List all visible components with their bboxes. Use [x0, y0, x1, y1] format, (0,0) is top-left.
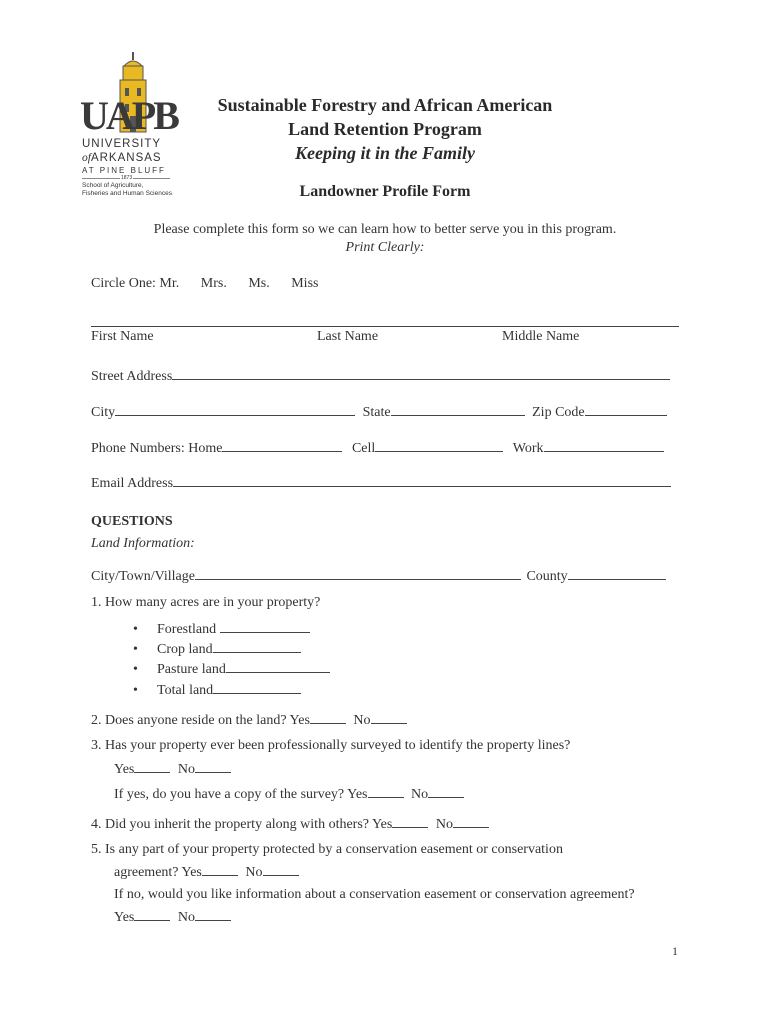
title-line2: Land Retention Program — [288, 119, 482, 139]
question-5-line2 — [114, 861, 299, 881]
form-title: Landowner Profile Form — [299, 183, 471, 200]
question-2-text: 2. Does anyone reside on the land? Yes — [91, 713, 310, 728]
bullet-crop-land: • Crop land — [133, 638, 301, 658]
q2-no-label: No — [353, 713, 371, 728]
intro-text: Please complete this form so we can learn how to better serve you in this program. — [153, 222, 617, 237]
zip-input[interactable] — [585, 401, 667, 416]
question-4-text: 4. Did you inherit the property along with others? Yes — [91, 817, 393, 832]
city-input[interactable] — [115, 401, 355, 416]
question-5b-answers — [114, 906, 231, 926]
logo-of: of — [82, 152, 91, 164]
logo-arkansas: ARKANSAS — [90, 152, 162, 164]
q5-no-input[interactable] — [263, 861, 299, 876]
salutation-miss[interactable]: Miss — [291, 276, 319, 291]
logo-letters: UAPB — [80, 93, 177, 138]
work-label: Work — [512, 441, 544, 456]
title-line3: Keeping it in the Family — [294, 143, 475, 163]
question-4 — [91, 813, 489, 833]
street-row — [91, 365, 670, 385]
street-input[interactable] — [172, 365, 670, 380]
city-town-row — [91, 565, 666, 585]
bullet-pasture-land: • Pasture land — [133, 658, 330, 678]
question-3: 3. Has your property ever been professionally surveyed to identify the property lines? — [91, 738, 571, 753]
q5-yes-input[interactable] — [202, 861, 238, 876]
salutation-ms[interactable]: Ms. — [248, 276, 270, 291]
question-2 — [91, 709, 407, 729]
logo-line3: AT PINE BLUFF — [82, 166, 166, 175]
total-land-label: Total land — [157, 683, 214, 698]
q3-yes-input[interactable] — [134, 758, 170, 773]
county-label: County — [526, 569, 568, 584]
print-clearly: Print Clearly: — [345, 240, 425, 255]
q3-no-input[interactable] — [195, 758, 231, 773]
logo-school1: School of Agriculture, — [82, 182, 144, 189]
first-name-label: First Name — [91, 329, 154, 344]
email-label: Email Address — [91, 476, 174, 491]
pasture-land-label: Pasture land — [157, 662, 226, 677]
forestland-input[interactable] — [220, 618, 310, 633]
land-info-subheading: Land Information: — [91, 536, 195, 551]
email-input[interactable] — [173, 472, 671, 487]
salutation-row — [91, 276, 318, 292]
logo-school2: Fisheries and Human Sciences — [82, 190, 172, 197]
q2-yes-input[interactable] — [310, 709, 346, 724]
state-input[interactable] — [391, 401, 525, 416]
salutation-mrs[interactable]: Mrs. — [200, 276, 227, 291]
crop-land-label: Crop land — [157, 642, 213, 657]
city-town-label: City/Town/Village — [91, 569, 195, 584]
salutation-mr[interactable]: Circle One: Mr. — [91, 276, 180, 291]
name-input-line[interactable] — [91, 326, 679, 327]
logo-year: 1873 — [121, 175, 133, 181]
question-1: 1. How many acres are in your property? — [91, 595, 321, 610]
phone-row — [91, 437, 664, 457]
logo-line1: UNIVERSITY — [82, 138, 162, 150]
email-row — [91, 472, 671, 492]
q3b-yes-input[interactable] — [368, 783, 404, 798]
cell-input[interactable] — [375, 437, 503, 452]
phone-home-input[interactable] — [222, 437, 342, 452]
work-input[interactable] — [544, 437, 664, 452]
question-3b-text: If yes, do you have a copy of the survey? Yes — [114, 787, 368, 802]
q5-no-label: No — [245, 865, 263, 880]
q3b-no-label: No — [411, 787, 429, 802]
phone-home-label: Phone Numbers: Home — [91, 441, 223, 456]
question-5: 5. Is any part of your property protected by a conservation easement or conservation — [91, 842, 563, 857]
zip-label: Zip Code — [532, 405, 585, 420]
q5b-yes-input[interactable] — [134, 906, 170, 921]
q3-yes-label: Yes — [114, 762, 135, 777]
street-label: Street Address — [91, 369, 173, 384]
middle-name-label: Middle Name — [502, 329, 580, 344]
state-label: State — [362, 405, 391, 420]
pasture-land-input[interactable] — [226, 658, 330, 673]
bullet-total-land: • Total land — [133, 679, 301, 699]
q5b-yes-label: Yes — [114, 910, 135, 925]
city-row — [91, 401, 667, 421]
bullet-forestland: • Forestland — [133, 618, 310, 638]
question-5-line2-text: agreement? Yes — [114, 865, 202, 880]
cell-label: Cell — [351, 441, 376, 456]
q4-yes-input[interactable] — [392, 813, 428, 828]
q5b-no-label: No — [177, 910, 195, 925]
question-3-answers — [114, 758, 231, 778]
question-5b: If no, would you like information about a conservation easement or conservation agreement? — [114, 887, 635, 902]
county-input[interactable] — [568, 565, 666, 580]
crop-land-input[interactable] — [213, 638, 301, 653]
forestland-label: Forestland — [157, 622, 220, 637]
title-line1: Sustainable Forestry and African American — [217, 95, 553, 115]
questions-heading: QUESTIONS — [91, 514, 173, 529]
city-label: City — [91, 405, 116, 420]
last-name-label: Last Name — [317, 329, 379, 344]
page-number: 1 — [672, 944, 678, 958]
total-land-input[interactable] — [213, 679, 301, 694]
city-town-input[interactable] — [195, 565, 521, 580]
q4-no-label: No — [435, 817, 453, 832]
q2-no-input[interactable] — [371, 709, 407, 724]
q3-no-label: No — [177, 762, 195, 777]
q3b-no-input[interactable] — [428, 783, 464, 798]
q4-no-input[interactable] — [453, 813, 489, 828]
question-3b — [114, 783, 464, 803]
q5b-no-input[interactable] — [195, 906, 231, 921]
